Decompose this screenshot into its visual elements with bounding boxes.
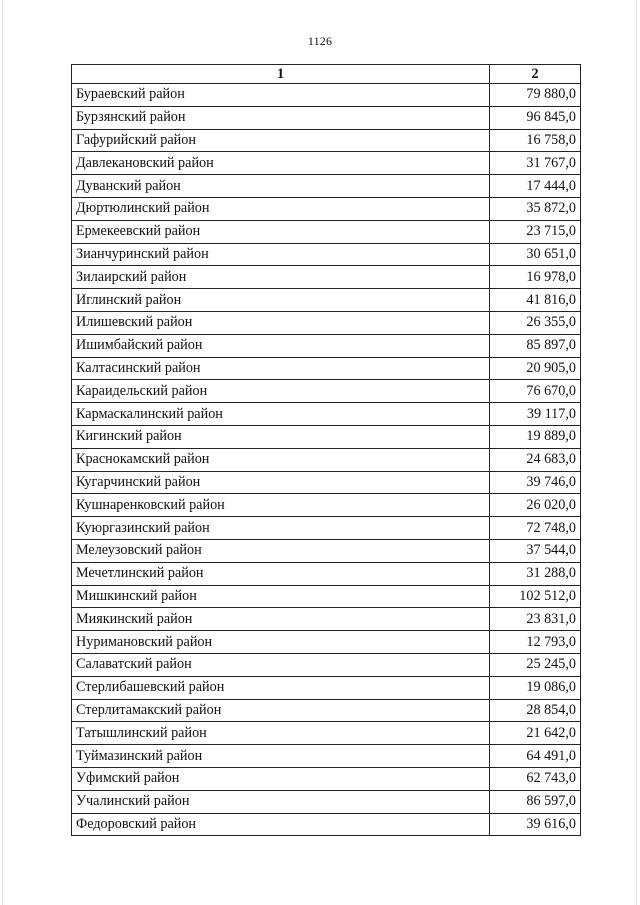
amount-cell: 16 978,0 [490,266,581,289]
amount-cell: 31 288,0 [490,562,581,585]
table-row [72,357,581,380]
table-row [72,289,581,312]
amount-cell: 39 117,0 [490,403,581,426]
district-name-cell: Илишевский район [72,311,490,334]
district-name-cell: Федоровский район [72,813,490,836]
district-name-cell: Ермекеевский район [72,220,490,243]
table-row [72,380,581,403]
table-row [72,608,581,631]
table-row [72,84,581,107]
amount-cell: 19 889,0 [490,425,581,448]
table-row [72,471,581,494]
table-row [72,699,581,722]
table-row [72,175,581,198]
amount-cell: 30 651,0 [490,243,581,266]
table-row [72,220,581,243]
district-name-cell: Дуванский район [72,175,490,198]
district-name-cell: Зилаирский район [72,266,490,289]
district-name-cell: Кугарчинский район [72,471,490,494]
amount-cell: 19 086,0 [490,676,581,699]
table-row [72,243,581,266]
district-name-cell: Давлекановский район [72,152,490,175]
table-row [72,152,581,175]
amount-cell: 35 872,0 [490,197,581,220]
amount-cell: 41 816,0 [490,289,581,312]
amount-cell: 79 880,0 [490,84,581,107]
district-name-cell: Татышлинский район [72,722,490,745]
amount-cell: 64 491,0 [490,745,581,768]
table-row [72,539,581,562]
column-header-2: 2 [490,65,581,84]
district-name-cell: Дюртюлинский район [72,197,490,220]
amount-cell: 16 758,0 [490,129,581,152]
table-row [72,585,581,608]
table-row [72,676,581,699]
district-name-cell: Мечетлинский район [72,562,490,585]
amount-cell: 31 767,0 [490,152,581,175]
amount-cell: 102 512,0 [490,585,581,608]
table-row [72,722,581,745]
table-row [72,334,581,357]
page-number: 1126 [307,34,333,48]
district-name-cell: Ишимбайский район [72,334,490,357]
table-row [72,425,581,448]
table-body [72,84,581,836]
table-header-row [72,65,581,84]
table-row [72,517,581,540]
amount-cell: 28 854,0 [490,699,581,722]
table-row [72,813,581,836]
district-name-cell: Уфимский район [72,767,490,790]
district-name-cell: Стерлитамакский район [72,699,490,722]
district-name-cell: Мишкинский район [72,585,490,608]
table-row [72,562,581,585]
table-row [72,745,581,768]
table-row [72,653,581,676]
district-name-cell: Бурзянский район [72,106,490,129]
column-header-1: 1 [72,65,490,84]
amount-cell: 86 597,0 [490,790,581,813]
district-name-cell: Караидельский район [72,380,490,403]
data-table [71,64,581,836]
district-name-cell: Нуримановский район [72,631,490,654]
table-row [72,266,581,289]
district-name-cell: Кушнаренковский район [72,494,490,517]
amount-cell: 24 683,0 [490,448,581,471]
district-name-cell: Туймазинский район [72,745,490,768]
table-row [72,129,581,152]
table-row [72,197,581,220]
table-row [72,631,581,654]
district-name-cell: Гафурийский район [72,129,490,152]
amount-cell: 21 642,0 [490,722,581,745]
amount-cell: 12 793,0 [490,631,581,654]
amount-cell: 39 746,0 [490,471,581,494]
amount-cell: 23 831,0 [490,608,581,631]
district-name-cell: Кигинский район [72,425,490,448]
amount-cell: 39 616,0 [490,813,581,836]
amount-cell: 76 670,0 [490,380,581,403]
amount-cell: 25 245,0 [490,653,581,676]
table-row [72,790,581,813]
table-row [72,403,581,426]
district-name-cell: Учалинский район [72,790,490,813]
amount-cell: 85 897,0 [490,334,581,357]
amount-cell: 72 748,0 [490,517,581,540]
amount-cell: 20 905,0 [490,357,581,380]
district-name-cell: Миякинский район [72,608,490,631]
amount-cell: 37 544,0 [490,539,581,562]
district-name-cell: Иглинский район [72,289,490,312]
table-row [72,448,581,471]
amount-cell: 96 845,0 [490,106,581,129]
district-name-cell: Кармаскалинский район [72,403,490,426]
amount-cell: 17 444,0 [490,175,581,198]
amount-cell: 26 020,0 [490,494,581,517]
district-name-cell: Калтасинский район [72,357,490,380]
table-row [72,494,581,517]
scan-edge-left [2,0,3,905]
amount-cell: 26 355,0 [490,311,581,334]
district-name-cell: Стерлибашевский район [72,676,490,699]
district-name-cell: Краснокамский район [72,448,490,471]
amount-cell: 23 715,0 [490,220,581,243]
district-name-cell: Зианчуринский район [72,243,490,266]
district-name-cell: Мелеузовский район [72,539,490,562]
table-row [72,767,581,790]
district-name-cell: Куюргазинский район [72,517,490,540]
district-name-cell: Салаватский район [72,653,490,676]
scan-edge-right [636,0,637,905]
amount-cell: 62 743,0 [490,767,581,790]
table-row [72,311,581,334]
district-name-cell: Бураевский район [72,84,490,107]
table-row [72,106,581,129]
